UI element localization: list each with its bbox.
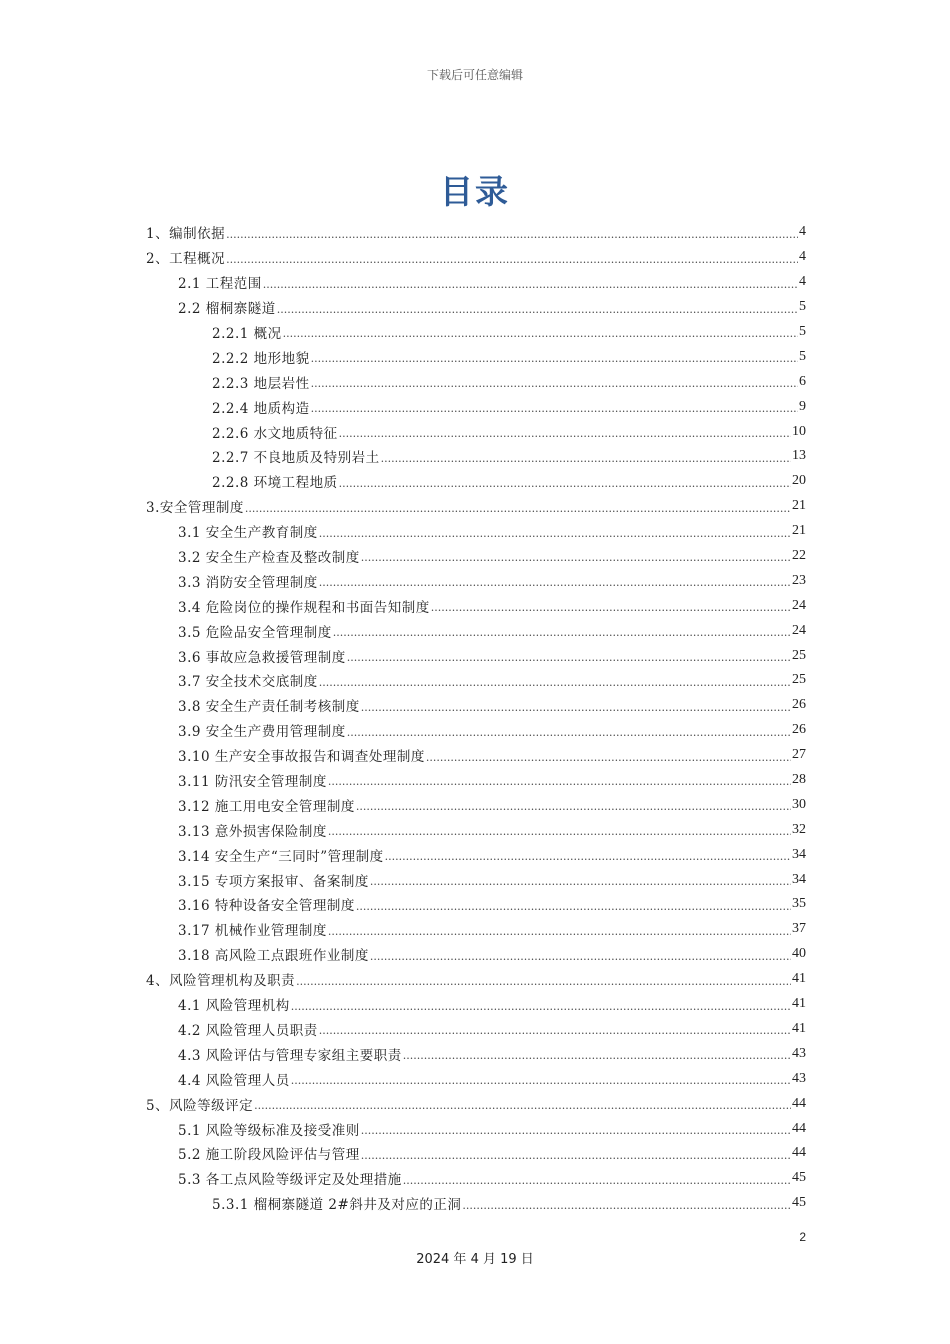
toc-entry-label: 3.3 消防安全管理制度 bbox=[178, 574, 318, 591]
toc-dot-leader bbox=[319, 576, 791, 593]
toc-entry[interactable] bbox=[146, 817, 806, 842]
toc-dot-leader bbox=[328, 825, 791, 842]
toc-entry[interactable] bbox=[146, 718, 806, 743]
toc-entry[interactable] bbox=[146, 295, 806, 320]
toc-dot-leader bbox=[426, 751, 791, 768]
toc-dot-leader bbox=[403, 1049, 791, 1066]
toc-entry-page: 5 bbox=[799, 299, 806, 315]
toc-entry[interactable] bbox=[146, 220, 806, 245]
toc-entry-page: 5 bbox=[799, 324, 806, 339]
toc-entry[interactable] bbox=[146, 369, 806, 394]
toc-entry-label: 5.3 各工点风险等级评定及处理措施 bbox=[178, 1172, 402, 1189]
toc-entry[interactable] bbox=[146, 967, 806, 992]
toc-dot-leader bbox=[361, 701, 791, 718]
toc-dot-leader bbox=[319, 676, 791, 693]
toc-entry-label: 5.1 风险等级标准及接受准则 bbox=[178, 1122, 360, 1139]
toc-entry[interactable] bbox=[146, 1116, 806, 1141]
toc-dot-leader bbox=[254, 1099, 791, 1116]
toc-entry-page: 30 bbox=[792, 796, 806, 812]
toc-entry-page: 4 bbox=[799, 274, 806, 290]
toc-entry-label: 4.2 风险管理人员职责 bbox=[178, 1022, 318, 1039]
toc-dot-leader bbox=[226, 253, 798, 270]
toc-entry[interactable] bbox=[146, 792, 806, 817]
toc-dot-leader bbox=[370, 950, 791, 967]
toc-entry-page: 21 bbox=[792, 523, 806, 539]
toc-entry[interactable] bbox=[146, 320, 806, 345]
toc-dot-leader bbox=[361, 551, 791, 568]
toc-entry-label: 4.3 风险评估与管理专家组主要职责 bbox=[178, 1047, 402, 1064]
toc-entry-page: 45 bbox=[792, 1195, 806, 1211]
toc-entry-page: 32 bbox=[792, 821, 806, 837]
toc-dot-leader bbox=[277, 303, 798, 320]
toc-entry-label: 3.10 生产安全事故报告和调查处理制度 bbox=[178, 749, 425, 766]
toc-entry[interactable] bbox=[146, 1141, 806, 1166]
toc-entry[interactable] bbox=[146, 544, 806, 569]
toc-entry-page: 10 bbox=[792, 423, 806, 439]
toc-entry-label: 3.9 安全生产费用管理制度 bbox=[178, 724, 346, 741]
toc-entry-label: 3.18 高风险工点跟班作业制度 bbox=[178, 948, 369, 965]
toc-entry-page: 34 bbox=[792, 871, 806, 887]
toc-dot-leader bbox=[311, 352, 798, 369]
toc-entry-label: 3.4 危险岗位的操作规程和书面告知制度 bbox=[178, 599, 430, 616]
toc-entry-page: 35 bbox=[792, 896, 806, 912]
toc-entry-label: 3.5 危险品安全管理制度 bbox=[178, 624, 332, 641]
toc-entry-label: 3.1 安全生产教育制度 bbox=[178, 525, 318, 542]
toc-entry-label: 3.7 安全技术交底制度 bbox=[178, 674, 318, 691]
toc-entry-label: 2.2.4 地质构造 bbox=[212, 400, 310, 417]
toc-entry[interactable] bbox=[146, 917, 806, 942]
toc-entry[interactable] bbox=[146, 469, 806, 494]
toc-entry-label: 3.16 特种设备安全管理制度 bbox=[178, 898, 355, 915]
toc-entry[interactable] bbox=[146, 768, 806, 793]
toc-dot-leader bbox=[339, 477, 791, 494]
toc-dot-leader bbox=[319, 527, 791, 544]
toc-entry[interactable] bbox=[146, 245, 806, 270]
toc-entry-label: 2.2 榴桐寨隧道 bbox=[178, 301, 276, 318]
toc-entry-label: 3.12 施工用电安全管理制度 bbox=[178, 798, 355, 815]
toc-entry[interactable] bbox=[146, 1041, 806, 1066]
toc-entry[interactable] bbox=[146, 519, 806, 544]
toc-entry-page: 44 bbox=[792, 1095, 806, 1111]
toc-entry-page: 4 bbox=[799, 249, 806, 265]
toc-entry-label: 2.2.8 环境工程地质 bbox=[212, 475, 338, 492]
toc-dot-leader bbox=[291, 1074, 791, 1091]
toc-entry-page: 40 bbox=[792, 946, 806, 962]
toc-entry-label: 2.1 工程范围 bbox=[178, 276, 262, 293]
toc-entry-page: 6 bbox=[799, 373, 806, 389]
toc-entry-label: 3.安全管理制度 bbox=[146, 500, 244, 517]
toc-entry[interactable] bbox=[146, 419, 806, 444]
toc-dot-leader bbox=[462, 1199, 791, 1216]
toc-entry-label: 2、工程概况 bbox=[146, 251, 226, 268]
toc-entry-page: 4 bbox=[799, 224, 806, 240]
toc-entry[interactable] bbox=[146, 344, 806, 369]
toc-dot-leader bbox=[361, 1149, 791, 1166]
toc-entry[interactable] bbox=[146, 693, 806, 718]
toc-entry[interactable] bbox=[146, 1166, 806, 1191]
toc-entry-page: 43 bbox=[792, 1045, 806, 1061]
toc-entry-page: 28 bbox=[792, 772, 806, 788]
toc-dot-leader bbox=[319, 1024, 791, 1041]
toc-entry[interactable] bbox=[146, 743, 806, 768]
toc-entry-label: 2.2.2 地形地貌 bbox=[212, 350, 310, 367]
toc-entry-label: 2.2.3 地层岩性 bbox=[212, 375, 310, 392]
toc-entry-page: 22 bbox=[792, 548, 806, 564]
toc-entry-page: 34 bbox=[792, 846, 806, 862]
toc-entry-label: 3.13 意外损害保险制度 bbox=[178, 823, 327, 840]
toc-dot-leader bbox=[311, 377, 798, 394]
toc-dot-leader bbox=[263, 278, 798, 295]
toc-entry-label: 5.2 施工阶段风险评估与管理 bbox=[178, 1147, 360, 1164]
toc-entry[interactable] bbox=[146, 593, 806, 618]
toc-entry-label: 5.3.1 榴桐寨隧道 2#斜井及对应的正洞 bbox=[212, 1197, 462, 1214]
toc-entry-page: 44 bbox=[792, 1145, 806, 1161]
toc-dot-leader bbox=[333, 626, 791, 643]
toc-entry-page: 27 bbox=[792, 747, 806, 763]
toc-entry[interactable] bbox=[146, 494, 806, 519]
toc-entry[interactable] bbox=[146, 892, 806, 917]
toc-entry-label: 3.17 机械作业管理制度 bbox=[178, 923, 327, 940]
toc-dot-leader bbox=[361, 1124, 791, 1141]
toc-dot-leader bbox=[226, 228, 798, 245]
toc-entry-page: 25 bbox=[792, 647, 806, 663]
toc-entry-page: 41 bbox=[792, 996, 806, 1012]
toc-entry-page: 13 bbox=[792, 448, 806, 464]
toc-entry-page: 5 bbox=[799, 348, 806, 364]
toc-entry-label: 3.11 防汛安全管理制度 bbox=[178, 774, 327, 791]
toc-dot-leader bbox=[339, 427, 791, 444]
toc-entry-page: 41 bbox=[792, 971, 806, 987]
toc-entry-page: 24 bbox=[792, 622, 806, 638]
toc-entry-label: 2.2.6 水文地质特征 bbox=[212, 425, 338, 442]
toc-dot-leader bbox=[296, 975, 791, 992]
toc-dot-leader bbox=[328, 925, 791, 942]
toc-entry-page: 25 bbox=[792, 672, 806, 688]
toc-entry-label: 3.6 事故应急救援管理制度 bbox=[178, 649, 346, 666]
header-note: 下载后可任意编辑 bbox=[426, 68, 523, 82]
toc-entry-page: 24 bbox=[792, 597, 806, 613]
toc-entry-label: 4.4 风险管理人员 bbox=[178, 1072, 290, 1089]
toc-entry[interactable] bbox=[146, 444, 806, 469]
toc-entry-page: 44 bbox=[792, 1120, 806, 1136]
toc-entry-label: 3.8 安全生产责任制考核制度 bbox=[178, 699, 360, 716]
toc-dot-leader bbox=[385, 850, 791, 867]
toc-entry-label: 2.2.7 不良地质及特别岩土 bbox=[212, 450, 380, 467]
toc-entry[interactable] bbox=[146, 643, 806, 668]
toc-entry-label: 4、风险管理机构及职责 bbox=[146, 973, 296, 990]
toc-entry-page: 26 bbox=[792, 697, 806, 713]
toc-entry[interactable] bbox=[146, 668, 806, 693]
toc-entry[interactable] bbox=[146, 568, 806, 593]
toc-entry[interactable] bbox=[146, 842, 806, 867]
toc-entry[interactable] bbox=[146, 1017, 806, 1042]
toc-entry-page: 43 bbox=[792, 1070, 806, 1086]
toc-entry[interactable] bbox=[146, 1066, 806, 1091]
toc-entry-label: 5、风险等级评定 bbox=[146, 1097, 254, 1114]
toc-dot-leader bbox=[328, 775, 791, 792]
toc-entry[interactable] bbox=[146, 942, 806, 967]
toc-dot-leader bbox=[403, 1174, 791, 1191]
toc-entry-page: 23 bbox=[792, 572, 806, 588]
toc-entry[interactable] bbox=[146, 270, 806, 295]
toc-entry-label: 1、编制依据 bbox=[146, 226, 226, 243]
toc-entry-label: 4.1 风险管理机构 bbox=[178, 998, 290, 1015]
toc-dot-leader bbox=[431, 601, 791, 618]
toc-dot-leader bbox=[381, 452, 791, 469]
toc-entry-page: 9 bbox=[799, 398, 806, 414]
toc-dot-leader bbox=[283, 327, 798, 344]
toc-entry-page: 45 bbox=[792, 1170, 806, 1186]
toc-entry[interactable] bbox=[146, 1091, 806, 1116]
toc-entry[interactable] bbox=[146, 867, 806, 892]
toc-dot-leader bbox=[311, 402, 798, 419]
toc-entry-page: 37 bbox=[792, 921, 806, 937]
table-of-contents bbox=[146, 220, 806, 1216]
toc-dot-leader bbox=[370, 875, 791, 892]
toc-entry[interactable] bbox=[146, 394, 806, 419]
toc-entry-label: 3.15 专项方案报审、备案制度 bbox=[178, 873, 369, 890]
toc-dot-leader bbox=[356, 800, 791, 817]
toc-entry-page: 20 bbox=[792, 473, 806, 489]
toc-dot-leader bbox=[356, 900, 791, 917]
toc-entry-page: 21 bbox=[792, 498, 806, 514]
toc-dot-leader bbox=[291, 1000, 791, 1017]
toc-dot-leader bbox=[347, 726, 791, 743]
toc-entry[interactable] bbox=[146, 1191, 806, 1216]
page-number: 2 bbox=[799, 1230, 806, 1244]
toc-entry-label: 2.2.1 概况 bbox=[212, 326, 282, 342]
toc-entry-label: 3.14 安全生产“三同时”管理制度 bbox=[178, 848, 384, 865]
toc-dot-leader bbox=[347, 651, 791, 668]
toc-entry-page: 41 bbox=[792, 1020, 806, 1036]
toc-entry[interactable] bbox=[146, 618, 806, 643]
page-title: 目录 bbox=[440, 172, 510, 211]
toc-entry[interactable] bbox=[146, 992, 806, 1017]
toc-entry-label: 3.2 安全生产检查及整改制度 bbox=[178, 550, 360, 567]
toc-dot-leader bbox=[245, 502, 791, 519]
footer-date: 2024 年 4 月 19 日 bbox=[416, 1252, 534, 1267]
toc-entry-page: 26 bbox=[792, 722, 806, 738]
